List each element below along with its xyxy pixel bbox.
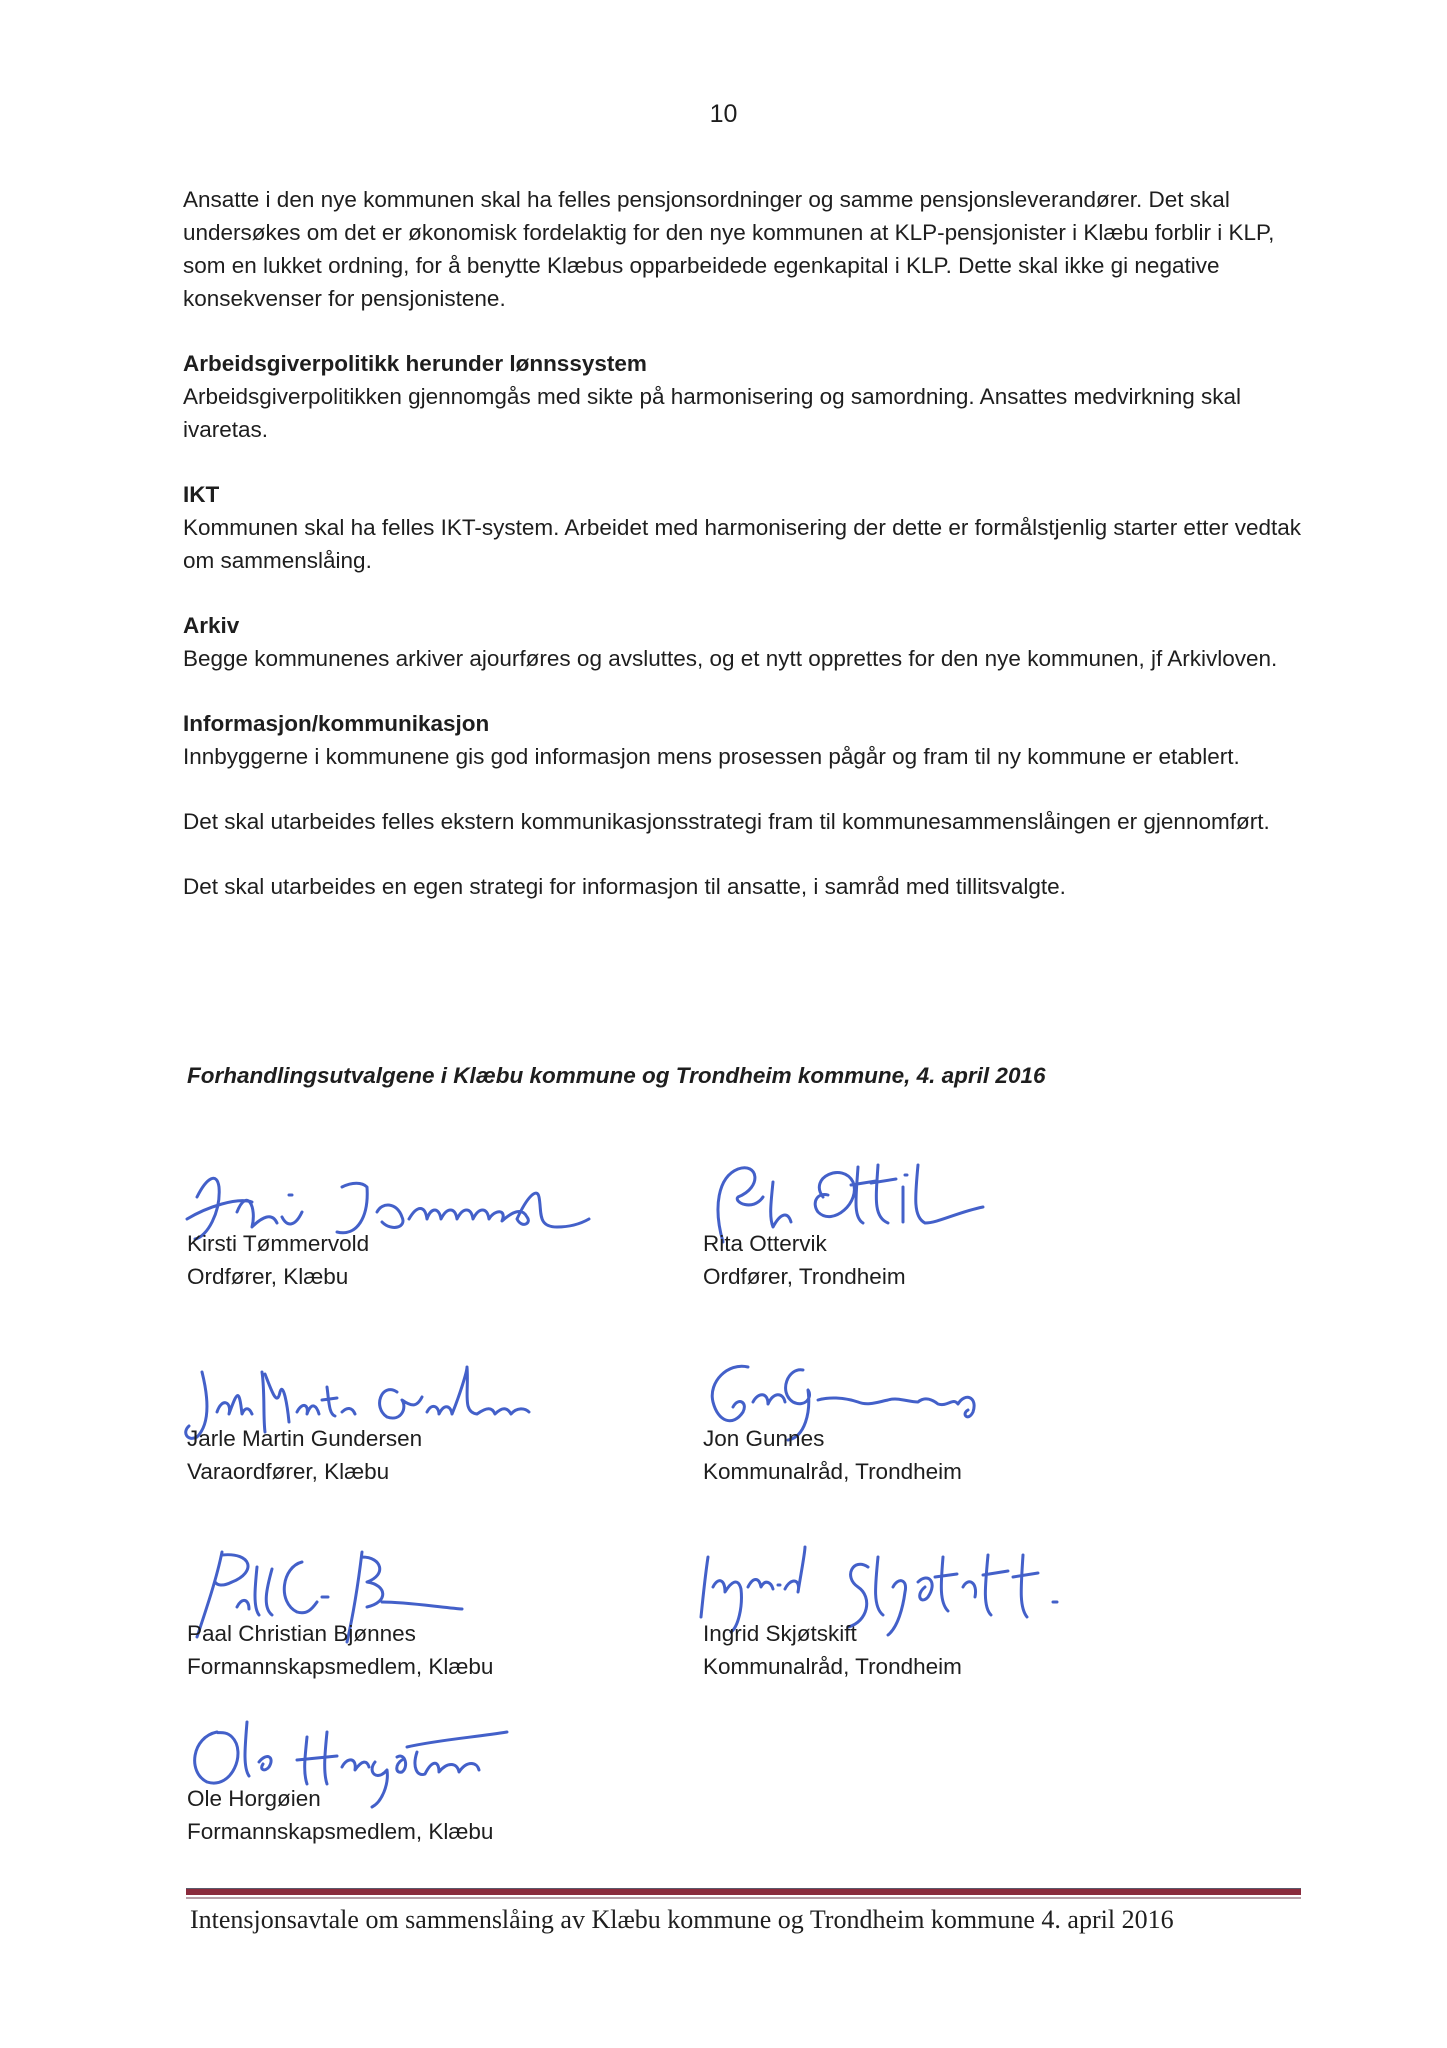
footer-rule-secondary — [186, 1897, 1301, 1899]
signatory-tommervold — [187, 1227, 617, 1293]
signatory-role: Ordfører, Klæbu — [187, 1264, 349, 1289]
signatory-role: Varaordfører, Klæbu — [187, 1459, 390, 1484]
signatory-name: Kirsti Tømmervold — [187, 1231, 370, 1256]
signatory-role: Ordfører, Trondheim — [703, 1264, 906, 1289]
section-heading: Arkiv — [183, 613, 240, 638]
intro-paragraph: Ansatte i den nye kommunen skal ha felles pensjonsordninger og samme pensjonsleverandører. Det skal undersøkes om det er økonomisk fordelaktig for den nye kommunen at KLP-pensjonister i Klæbu forblir i KLP, som en lukket ordning, for å benytte Klæbus opparbeidede egenkapital i KLP. Dette skal ikke gi negative konsekvenser for pensjonistene. — [183, 187, 1275, 311]
section-ikt — [183, 478, 1313, 577]
section-text: Begge kommunenes arkiver ajourføres og avsluttes, og et nytt opprettes for den nye kommunen, jf Arkivloven. — [183, 646, 1278, 671]
signatory-name: Jon Gunnes — [703, 1426, 825, 1451]
signatory-name: Ole Horgøien — [187, 1786, 321, 1811]
signatory-skjotskift — [703, 1617, 1133, 1683]
section-arbeidsgiverpolitikk — [183, 347, 1313, 446]
section-heading: IKT — [183, 482, 220, 507]
signatory-gundersen — [187, 1422, 617, 1488]
signatory-name: Jarle Martin Gundersen — [187, 1426, 423, 1451]
page-number: 10 — [709, 100, 738, 128]
closing-statement: Forhandlingsutvalgene i Klæbu kommune og Trondheim kommune, 4. april 2016 — [187, 1063, 1046, 1088]
section-text: Arbeidsgiverpolitikken gjennomgås med sikte på harmonisering og samordning. Ansattes medvirkning skal ivaretas. — [183, 384, 1242, 442]
section-informasjon — [183, 707, 1313, 773]
section-text: Kommunen skal ha felles IKT-system. Arbeidet med harmonisering der dette er formålstjenlig starter etter vedtak om sammenslåing. — [183, 515, 1302, 573]
signatory-role: Formannskapsmedlem, Klæbu — [187, 1654, 494, 1679]
section-arkiv — [183, 609, 1313, 675]
signatory-ottervik — [703, 1227, 1133, 1293]
section-text: Innbyggerne i kommunene gis god informasjon mens prosessen pågår og fram til ny kommune er etablert. — [183, 744, 1240, 769]
document-body — [183, 183, 1313, 935]
kommunikasjonsstrategi-paragraph: Det skal utarbeides felles ekstern kommunikasjonsstrategi fram til kommunesammenslåingen er gjennomført. — [183, 809, 1270, 834]
footer-rule — [186, 1888, 1301, 1895]
informasjonsstrategi-paragraph: Det skal utarbeides en egen strategi for informasjon til ansatte, i samråd med tillitsvalgte. — [183, 874, 1066, 899]
footer-text: Intensjonsavtale om sammenslåing av Klæbu kommune og Trondheim kommune 4. april 2016 — [190, 1905, 1174, 1934]
signatory-name: Paal Christian Bjønnes — [187, 1621, 416, 1646]
section-heading: Informasjon/kommunikasjon — [183, 711, 490, 736]
signatory-bjonnes — [187, 1617, 617, 1683]
section-heading: Arbeidsgiverpolitikk herunder lønnssystem — [183, 351, 647, 376]
signatory-horgoien — [187, 1782, 617, 1848]
signatory-name: Ingrid Skjøtskift — [703, 1621, 857, 1646]
signatory-role: Formannskapsmedlem, Klæbu — [187, 1819, 494, 1844]
signatory-role: Kommunalråd, Trondheim — [703, 1654, 962, 1679]
signatory-role: Kommunalråd, Trondheim — [703, 1459, 962, 1484]
signatory-gunnes — [703, 1422, 1133, 1488]
signatory-name: Rita Ottervik — [703, 1231, 827, 1256]
